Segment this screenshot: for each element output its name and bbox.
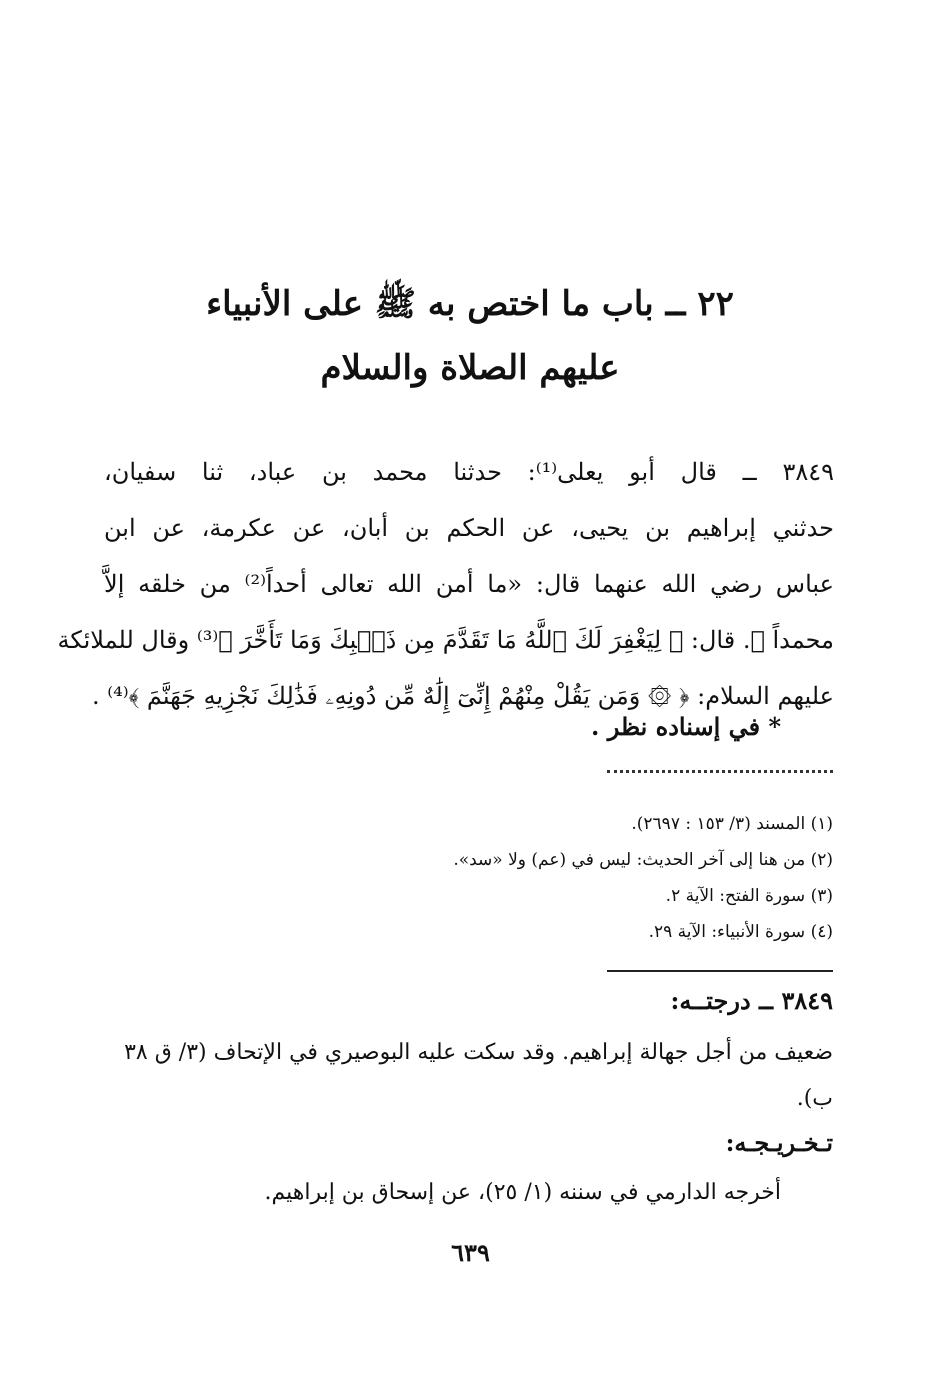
footnotes-list bbox=[103, 806, 833, 950]
hadith-line: محمداً ﷺ. قال: ﴿ لِيَغْفِرَ لَكَ ٱللَّهُ مَا تَقَدَّمَ مِن ذَنۢبِكَ وَمَا تَأَخَّرَ ﴾⁽³⁾ وقال للملائكة bbox=[57, 626, 834, 654]
hadith-paragraph bbox=[57, 444, 834, 724]
chapter-title-line-1: ٢٢ ــ باب ما اختص به ﷺ على الأنبياء bbox=[206, 284, 734, 324]
grade-text: ضعيف من أجل جهالة إبراهيم. وقد سكت عليه البوصيري في الإتحاف (٣/ ق ٣٨ ب). bbox=[124, 1040, 833, 1111]
grade-heading: ٣٨٤٩ ــ درجتــه: bbox=[670, 986, 833, 1015]
hadith-line: حدثني إبراهيم بن يحيى، عن الحكم بن أبان، عن عكرمة، عن ابن bbox=[104, 514, 834, 542]
footnote-separator-dots bbox=[607, 770, 833, 783]
hadith-line: ٣٨٤٩ ــ قال أبو يعلى⁽¹⁾: حدثنا محمد بن عباد، ثنا سفيان، bbox=[104, 458, 834, 486]
section-divider bbox=[607, 970, 833, 972]
hadith-line: عليهم السلام: ﴿ ۞ وَمَن يَقُلْ مِنْهُمْ إِنِّىٓ إِلَٰهٌ مِّن دُونِهِۦ فَذَٰلِكَ نَجْزِيهِ جَهَنَّمَ ﴾⁽⁴⁾ . bbox=[91, 682, 834, 710]
footnote-item: (١) المسند (٣/ ١٥٣ : ٢٦٩٧). bbox=[631, 814, 833, 834]
chapter-title-line-2: عليهم الصلاة والسلام bbox=[320, 348, 620, 388]
page-number: ٦٣٩ bbox=[451, 1238, 490, 1267]
takhrij-heading: تـخـريـجـه: bbox=[725, 1128, 833, 1157]
isnad-note: * في إسناده نظر . bbox=[590, 712, 781, 741]
footnote-item: (٣) سورة الفتح: الآية ٢. bbox=[665, 886, 833, 906]
takhrij-text: أخرجه الدارمي في سننه (١/ ٢٥)، عن إسحاق بن إبراهيم. bbox=[264, 1180, 781, 1205]
footnote-item: (٤) سورة الأنبياء: الآية ٢٩. bbox=[648, 922, 833, 942]
footnote-item: (٢) من هنا إلى آخر الحديث: ليس في (عم) ولا «سد». bbox=[453, 850, 833, 870]
hadith-line: عباس رضي الله عنهما قال: «ما أمن الله تعالى أحداً⁽²⁾ من خلقه إلاَّ bbox=[104, 570, 834, 598]
